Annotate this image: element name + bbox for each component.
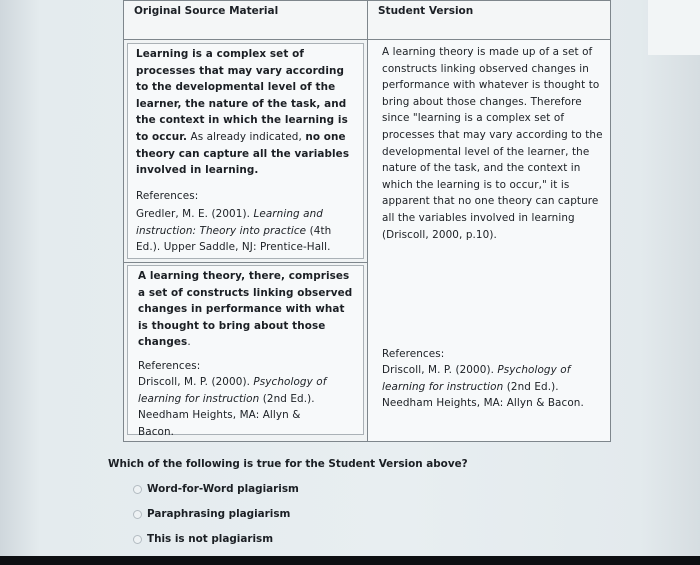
radio-button[interactable] <box>133 485 142 494</box>
ref-author: Gredler, M. E. (2001). <box>136 208 254 220</box>
header-original-label: Original Source Material <box>134 5 279 17</box>
student-cell <box>368 40 611 442</box>
original-reference-2 <box>138 374 338 440</box>
original-box-1 <box>127 43 364 259</box>
option-not-plagiarism[interactable] <box>133 533 273 545</box>
ref2-title: Psychology of learning for instruction <box>138 376 327 405</box>
original-reference-1 <box>136 206 342 256</box>
original-passage-2 <box>138 268 358 351</box>
comparison-table <box>123 0 611 442</box>
option-word-for-word[interactable] <box>133 483 299 495</box>
original-cell-1 <box>124 40 368 263</box>
screen-bottom-edge <box>0 556 700 565</box>
ref2-author: Driscoll, M. P. (2000). <box>138 376 254 388</box>
student-ref-title: Psychology of learning for instruction <box>382 364 571 393</box>
original-quote-bold-2: no one theory can capture all the variables involved in learning. <box>136 130 350 177</box>
student-passage: A learning theory is made up of a set of constructs linking observed changes in performance with whatever is thought to bring about those changes. Therefore since "learning is a complex set of processes that may vary according to the developmental level of the learner, the nature of the task, and the context in which the learning is to occur," it is apparent that no one theory can capture all the variables involved in learning (Driscoll, 2000, p.10). <box>382 46 603 241</box>
original-refs-label-1: References: <box>136 190 199 202</box>
original-box-2 <box>127 265 364 438</box>
student-refs-label: References: <box>382 348 445 360</box>
original-quote-normal: As already indicated, <box>187 130 306 143</box>
option-label[interactable]: This is not plagiarism <box>147 533 274 545</box>
original-passage-1 <box>136 46 354 179</box>
original-quote-bold: Learning is a complex set of processes that may vary according to the developmental level of the learner, the nature of the task, and the context in which the learning is to occur. <box>136 48 348 143</box>
student-box <box>368 40 610 440</box>
header-student-label: Student Version <box>378 5 474 17</box>
ref2-publisher: (2nd Ed.). Needham Heights, MA: Allyn & Bacon. <box>138 392 315 438</box>
original-cell-2 <box>124 263 368 442</box>
option-label[interactable]: Word-for-Word plagiarism <box>147 483 299 495</box>
option-label[interactable]: Paraphrasing plagiarism <box>147 508 291 520</box>
side-panel-edge <box>648 0 700 55</box>
header-student <box>368 1 611 40</box>
original-2-period: . <box>187 336 191 349</box>
option-paraphrasing[interactable] <box>133 508 290 520</box>
header-original <box>124 1 368 40</box>
ref-title: Learning and instruction: Theory into practice <box>136 208 323 237</box>
student-reference <box>382 362 600 412</box>
radio-button[interactable] <box>133 535 142 544</box>
ref-publisher: (4th Ed.). Upper Saddle, NJ: Prentice-Hall. <box>136 224 332 254</box>
student-ref-author: Driscoll, M. P. (2000). <box>382 364 498 376</box>
original-2-bold: A learning theory, there, comprises a set of constructs linking observed changes in performance with what is thought to bring about those changes <box>138 270 353 349</box>
question-prompt: Which of the following is true for the Student Version above? <box>108 458 468 470</box>
student-ref-publisher: (2nd Ed.). Needham Heights, MA: Allyn & Bacon. <box>382 380 584 410</box>
radio-button[interactable] <box>133 510 142 519</box>
original-refs-label-2: References: <box>138 360 201 372</box>
